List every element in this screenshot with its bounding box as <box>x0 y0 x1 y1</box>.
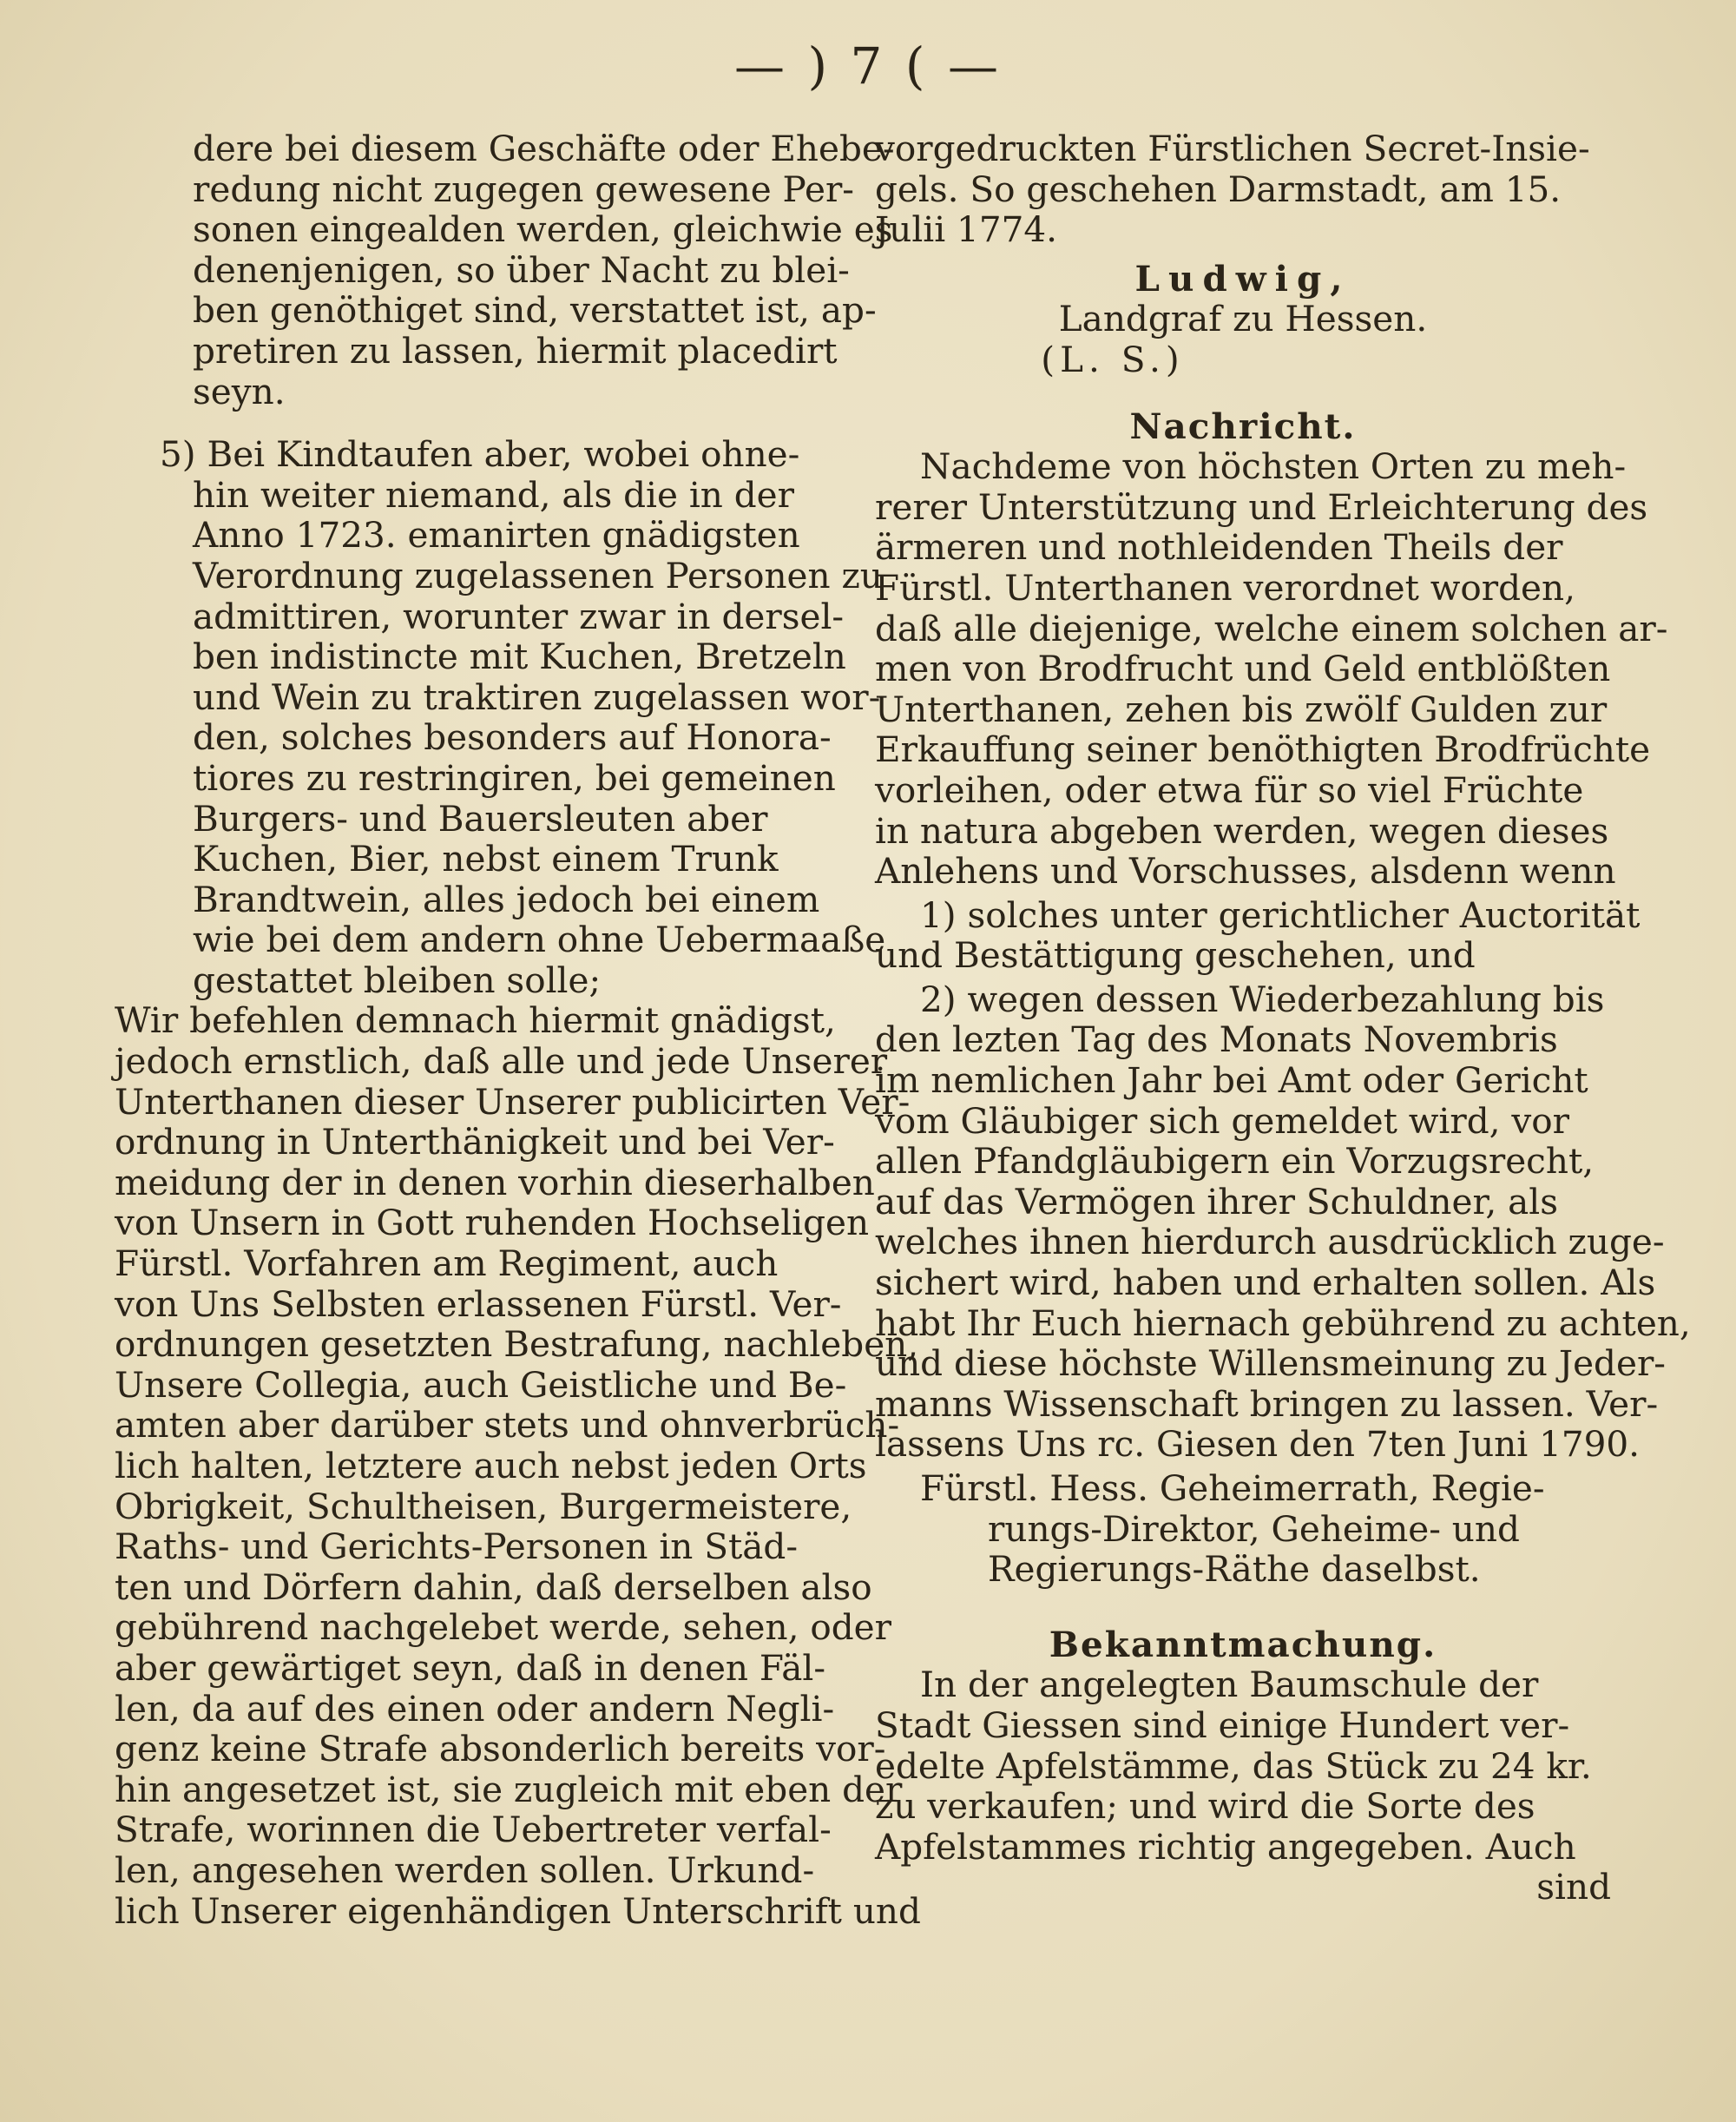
text-line: 1) solches unter gerichtlicher Auctorität <box>920 893 1641 936</box>
text-line: Verordnung zugelassenen Personen zu <box>193 554 883 596</box>
text-line: aber gewärtiget seyn, daß in denen Fäl- <box>115 1646 826 1689</box>
text-line: len, angesehen werden sollen. Urkund- <box>115 1849 815 1891</box>
text-line: vom Gläubiger sich gemeldet wird, vor <box>875 1099 1569 1142</box>
text-line: ben genöthiget sind, verstattet ist, ap- <box>193 289 877 332</box>
announcement-body <box>875 1664 1611 1867</box>
text-line: ben indistincte mit Kuchen, Bretzeln <box>193 636 846 678</box>
text-line: 5) Bei Kindtaufen aber, wobei ohne- <box>160 433 800 476</box>
text-line: und Wein zu traktiren zugelassen wor- <box>193 675 881 718</box>
text-line: von Uns Selbsten erlassenen Fürstl. Ver- <box>115 1282 842 1325</box>
text-line: denenjenigen, so über Nacht zu blei- <box>193 248 850 291</box>
text-line: Wir befehlen demnach hiermit gnädigst, <box>115 999 836 1042</box>
text-line: genz keine Strafe absonderlich bereits vor- <box>115 1728 886 1770</box>
text-line: Burgers- und Bauersleuten aber <box>193 797 768 840</box>
text-line: Fürstl. Unterthanen verordnet worden, <box>875 566 1575 609</box>
text-line: von Unsern in Gott ruhenden Hochseligen <box>115 1202 870 1244</box>
text-line: welches ihnen hierdurch ausdrücklich zuge- <box>875 1221 1665 1263</box>
text-line: vorleihen, oder etwa für so viel Früchte <box>875 768 1584 811</box>
notice-heading: Nachricht. <box>1129 405 1357 447</box>
text-line: gebührend nachgelebet werde, sehen, oder <box>115 1606 891 1649</box>
text-line: ordnungen gesetzten Bestrafung, nachleben, <box>115 1323 919 1366</box>
text-line: Anno 1723. emanirten gnädigsten <box>193 514 800 557</box>
text-line: den, solches besonders auf Honora- <box>193 716 832 759</box>
text-line: seyn. <box>193 370 286 412</box>
left-column <box>115 128 921 1932</box>
text-line: ten und Dörfern dahin, daß derselben also <box>115 1565 872 1608</box>
text-line: in natura abgeben werden, wegen dieses <box>875 809 1609 852</box>
text-line: Regierungs-Räthe daselbst. <box>988 1548 1481 1591</box>
text-line: Fürstl. Vorfahren am Regiment, auch <box>115 1242 779 1285</box>
text-line: zu verkaufen; und wird die Sorte des <box>875 1785 1535 1828</box>
page-number-header: — ) 7 ( — <box>734 36 1002 96</box>
text-line: sonen eingealden werden, gleichwie es <box>193 208 893 251</box>
text-line: Erkauffung seiner benöthigten Brodfrüchte <box>875 728 1651 771</box>
text-line: sichert wird, haben und erhalten sollen. Als <box>875 1262 1656 1304</box>
text-line: Nachdeme von höchsten Orten zu meh- <box>920 445 1627 488</box>
left-paragraph-1 <box>115 128 895 412</box>
text-line: Unsere Collegia, auch Geistliche und Be- <box>115 1363 847 1406</box>
text-line: tiores zu restringiren, bei gemeinen <box>193 756 836 799</box>
text-line: gels. So geschehen Darmstadt, am 15. <box>875 168 1562 210</box>
text-line: 2) wegen dessen Wiederbezahlung bis <box>920 978 1605 1020</box>
text-line: men von Brodfrucht und Geld entblößten <box>875 648 1611 690</box>
text-line: lich Unserer eigenhändigen Unterschrift und <box>115 1889 921 1932</box>
text-line: und diese höchste Willensmeinung zu Jeder- <box>875 1342 1666 1385</box>
text-line: Unterthanen dieser Unserer publicirten Ver- <box>115 1080 911 1123</box>
notice-item-1 <box>875 893 1641 977</box>
text-line: Apfelstammes richtig angegeben. Auch <box>875 1825 1576 1868</box>
text-line: Raths- und Gerichts-Personen in Städ- <box>115 1526 799 1568</box>
text-line: Obrigkeit, Schultheisen, Burgermeistere, <box>115 1485 852 1527</box>
text-line: len, da auf des einen oder andern Negli- <box>115 1687 835 1730</box>
text-line: manns Wissenschaft bringen zu lassen. Ver- <box>875 1382 1659 1425</box>
text-line: ärmeren und nothleidenden Theils der <box>875 526 1563 569</box>
text-line: Julii 1774. <box>875 208 1057 251</box>
text-line: ordnung in Unterthänigkeit und bei Ver- <box>115 1121 835 1163</box>
text-line: Fürstl. Hess. Geheimerrath, Regie- <box>920 1467 1545 1509</box>
text-line: den lezten Tag des Monats Novembris <box>875 1018 1558 1061</box>
text-line: admittiren, worunter zwar in dersel- <box>193 595 845 637</box>
text-line: auf das Vermögen ihrer Schuldner, als <box>875 1180 1558 1222</box>
seal-mark: (L. S.) <box>1041 338 1185 380</box>
signature-title: Landgraf zu Hessen. <box>1058 298 1428 340</box>
text-line: In der angelegten Baumschule der <box>920 1664 1539 1706</box>
text-line: redung nicht zugegen gewesene Per- <box>193 168 854 210</box>
right-column <box>875 128 1691 1908</box>
text-line: rungs-Direktor, Geheime- und <box>988 1507 1520 1550</box>
text-line: im nemlichen Jahr bei Amt oder Gericht <box>875 1059 1588 1102</box>
text-line: vorgedruckten Fürstlichen Secret-Insie- <box>875 128 1590 169</box>
notice-item-2 <box>875 978 1691 1466</box>
text-line: gestattet bleiben solle; <box>193 959 602 1001</box>
catchword: sind <box>1536 1866 1611 1908</box>
notice-signoff <box>875 1468 1611 1590</box>
text-line: Brandtwein, alles jedoch bei einem <box>193 878 820 920</box>
text-line: hin angesetzet ist, sie zugleich mit eben der <box>115 1768 903 1810</box>
decree-closing <box>875 129 1611 250</box>
text-line: amten aber darüber stets und ohnverbrüch- <box>115 1404 900 1447</box>
text-line: daß alle diejenige, welche einem solchen ar- <box>875 607 1668 649</box>
text-line: dere bei diesem Geschäfte oder Ehebe- <box>193 128 895 169</box>
text-line: pretiren zu lassen, hiermit placedirt <box>193 329 838 372</box>
text-line: lich halten, letztere auch nebst jeden Orts <box>115 1445 867 1486</box>
text-line: rerer Unterstützung und Erleichterung des <box>875 485 1648 528</box>
text-line: Stadt Giessen sind einige Hundert ver- <box>875 1704 1570 1746</box>
left-paragraph-3 <box>115 999 921 1932</box>
text-line: allen Pfandgläubigern ein Vorzugsrecht, <box>875 1140 1595 1183</box>
left-paragraph-2 <box>115 433 886 1001</box>
text-line: wie bei dem andern ohne Uebermaaße <box>193 919 886 961</box>
text-line: Anlehens und Vorschusses, alsdenn wenn <box>875 850 1616 893</box>
text-line: jedoch ernstlich, daß alle und jede Unserer <box>115 1040 888 1083</box>
text-line: Strafe, worinnen die Uebertreter verfal- <box>115 1809 832 1851</box>
text-line: habt Ihr Euch hiernach gebührend zu achten, <box>875 1302 1691 1344</box>
text-line: hin weiter niemand, als die in der <box>193 473 795 516</box>
text-line: und Bestättigung geschehen, und <box>875 934 1476 977</box>
signature-name: Ludwig, <box>1134 257 1351 300</box>
text-line: lassens Uns rc. Giesen den 7ten Juni 1790. <box>875 1423 1641 1466</box>
text-line: Unterthanen, zehen bis zwölf Gulden zur <box>875 688 1608 730</box>
text-line: edelte Apfelstämme, das Stück zu 24 kr. <box>875 1744 1592 1787</box>
announcement-heading: Bekanntmachung. <box>1049 1623 1437 1665</box>
text-line: meidung der in denen vorhin dieserhalben <box>115 1161 875 1203</box>
text-line: Kuchen, Bier, nebst einem Trunk <box>193 838 779 880</box>
notice-body <box>875 445 1668 893</box>
